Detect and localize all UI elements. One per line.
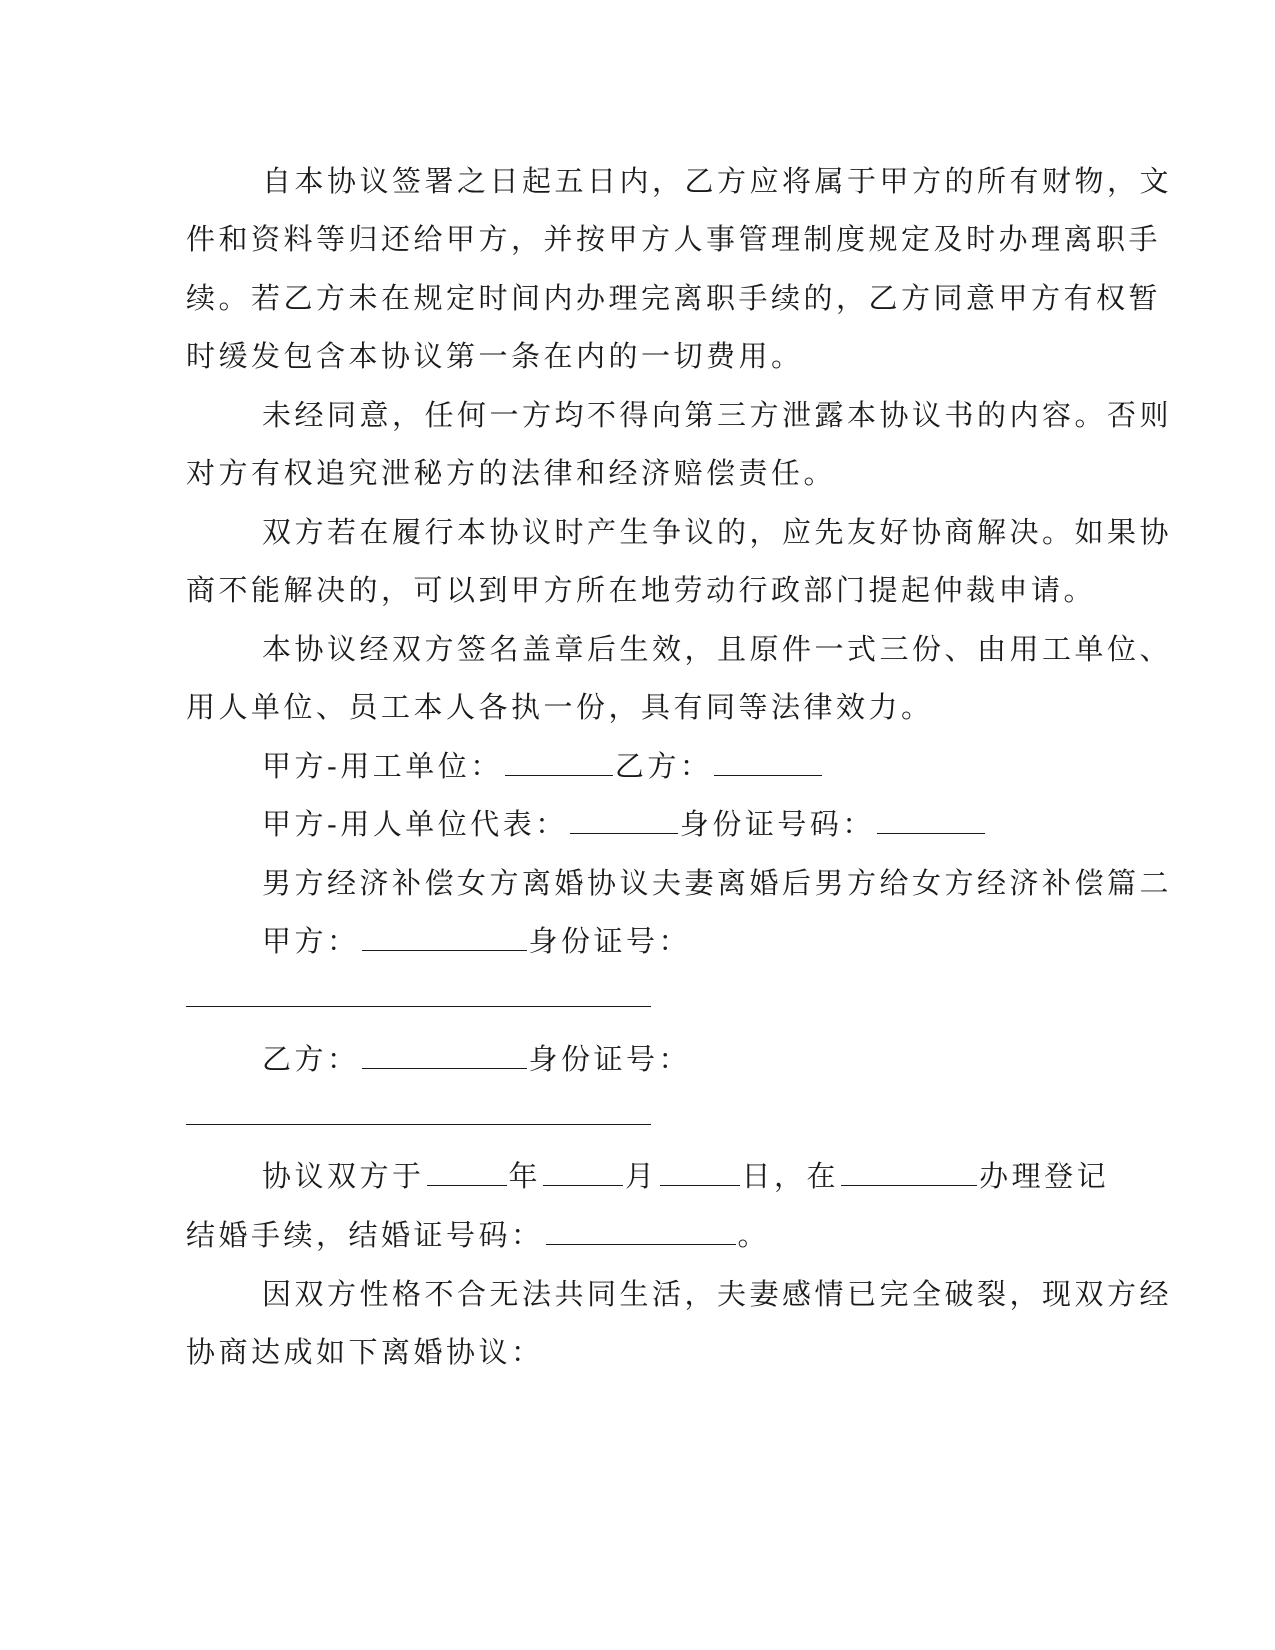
reason-line-1: 因双方性格不合无法共同生活，夫妻感情已完全破裂，现双方经: [262, 1277, 1173, 1311]
paragraph-1-line-1: 自本协议签署之日起五日内，乙方应将属于甲方的所有财物，文: [262, 164, 1173, 198]
year-blank[interactable]: [427, 1158, 507, 1186]
marriage-cert-blank[interactable]: [546, 1217, 736, 1245]
section-2-party-a-blank[interactable]: [362, 923, 527, 951]
paragraph-2-line-1: 未经同意，任何一方均不得向第三方泄露本协议书的内容。否则: [262, 398, 1173, 432]
marriage-date-line: [262, 1158, 1109, 1194]
section-2-party-b-label: 乙方：: [262, 1042, 360, 1076]
signature-line-1: [262, 748, 824, 784]
id-number-blank[interactable]: [877, 806, 985, 834]
reason-line-2: 协商达成如下离婚协议：: [186, 1335, 544, 1369]
party-a-employer-label: 甲方-用工单位：: [262, 749, 503, 783]
day-at-label: 日，在: [741, 1159, 840, 1193]
section-2-heading: 男方经济补偿女方离婚协议夫妻离婚后男方给女方经济补偿篇二: [262, 866, 1173, 900]
party-b-id-rule[interactable]: [186, 1124, 651, 1125]
party-b-blank[interactable]: [714, 748, 822, 776]
month-blank[interactable]: [543, 1158, 623, 1186]
party-a-rep-blank[interactable]: [570, 806, 678, 834]
party-a-employer-blank[interactable]: [505, 748, 613, 776]
marriage-prefix: 协议双方于: [262, 1159, 425, 1193]
marriage-cert-label: 结婚手续，结婚证号码：: [186, 1218, 544, 1252]
register-suffix: 办理登记: [979, 1159, 1110, 1193]
location-blank[interactable]: [841, 1158, 977, 1186]
marriage-cert-line: [186, 1217, 770, 1253]
section-2-party-b-line: [262, 1041, 691, 1077]
paragraph-2-line-2: 对方有权追究泄秘方的法律和经济赔偿责任。: [186, 456, 837, 490]
paragraph-4-line-1: 本协议经双方签名盖章后生效，且原件一式三份、由用工单位、: [262, 632, 1173, 666]
year-label: 年: [508, 1159, 542, 1193]
paragraph-3-line-1: 双方若在履行本协议时产生争议的，应先友好协商解决。如果协: [262, 515, 1173, 549]
paragraph-3-line-2: 商不能解决的，可以到甲方所在地劳动行政部门提起仲裁申请。: [186, 573, 1097, 607]
party-a-id-rule[interactable]: [186, 1006, 651, 1007]
signature-line-2: [262, 806, 987, 842]
paragraph-4-line-2: 用人单位、员工本人各执一份，具有同等法律效力。: [186, 690, 934, 724]
month-label: 月: [625, 1159, 658, 1193]
marriage-cert-period: 。: [737, 1218, 771, 1252]
paragraph-1-line-4: 时缓发包含本协议第一条在内的一切费用。: [186, 339, 804, 373]
section-2-party-b-blank[interactable]: [362, 1041, 527, 1069]
day-blank[interactable]: [660, 1158, 740, 1186]
id-number-label: 身份证号码：: [679, 807, 875, 841]
section-2-party-a-id-label: 身份证号：: [528, 924, 692, 958]
section-2-party-a-label: 甲方：: [262, 924, 360, 958]
paragraph-1-line-3: 续。若乙方未在规定时间内办理完离职手续的，乙方同意甲方有权暂: [186, 281, 1162, 315]
paragraph-1-line-2: 件和资料等归还给甲方，并按甲方人事管理制度规定及时办理离职手: [186, 222, 1162, 256]
section-2-party-a-line: [262, 923, 691, 959]
party-b-label: 乙方：: [614, 749, 713, 783]
party-a-rep-label: 甲方-用人单位代表：: [262, 807, 568, 841]
section-2-party-b-id-label: 身份证号：: [528, 1042, 692, 1076]
